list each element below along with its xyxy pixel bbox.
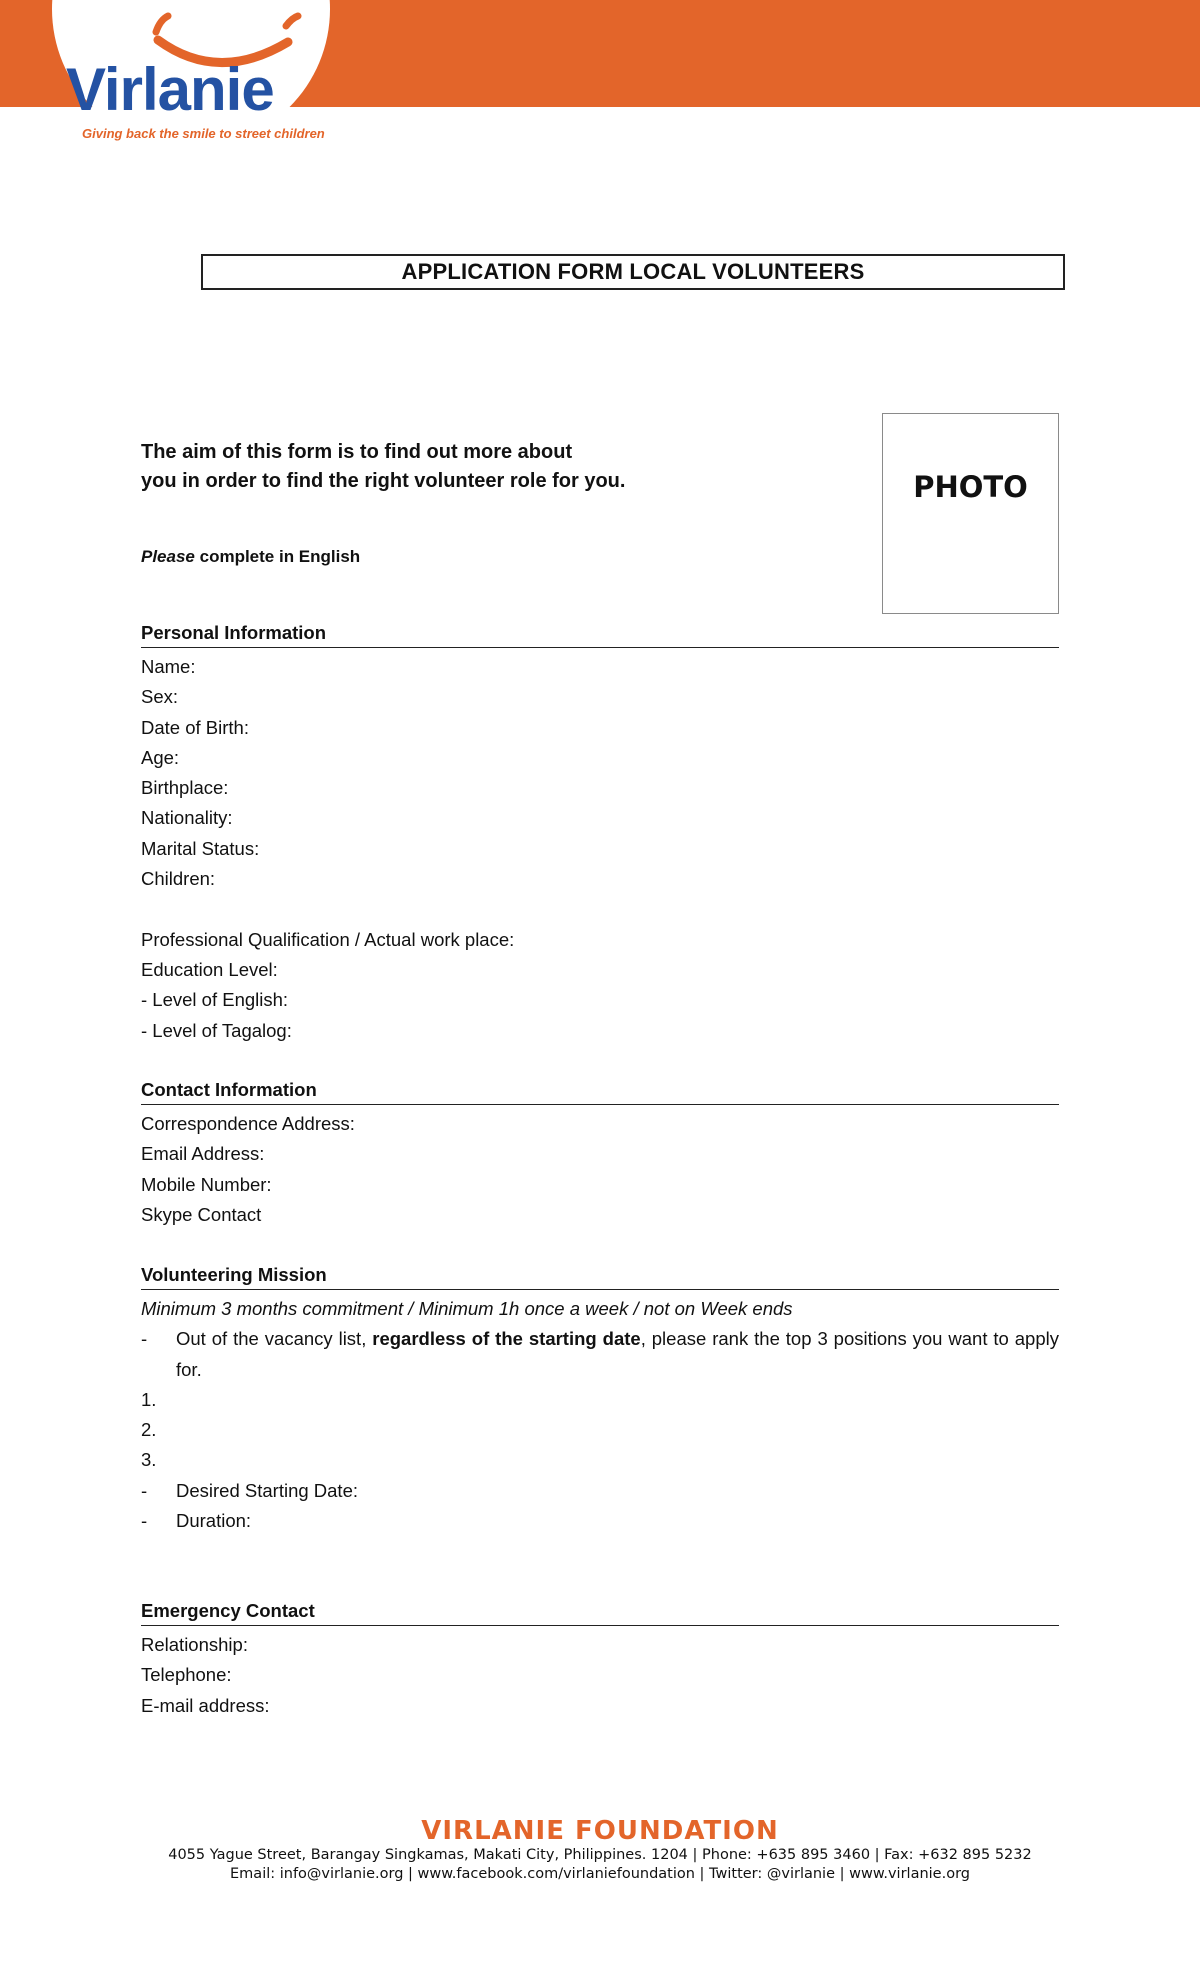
- field-marital-status[interactable]: Marital Status:: [141, 837, 260, 859]
- photo-placeholder[interactable]: [882, 413, 1059, 614]
- bullet-dash: -: [141, 1328, 148, 1350]
- section-heading-personal: Personal Information: [141, 620, 1059, 648]
- logo-wordmark: Virlanie: [66, 56, 274, 123]
- rank-3-field[interactable]: 3.: [141, 1449, 157, 1471]
- field-children[interactable]: Children:: [141, 868, 216, 890]
- section-heading-emergency: Emergency Contact: [141, 1598, 1059, 1626]
- logo-tagline: Giving back the smile to street children: [82, 126, 325, 141]
- field-date-of-birth[interactable]: Date of Birth:: [141, 716, 249, 738]
- bullet-dash: -: [141, 1479, 148, 1501]
- form-title: APPLICATION FORM LOCAL VOLUNTEERS: [201, 254, 1065, 290]
- please-emphasis: Please: [141, 547, 195, 566]
- field-skype-contact[interactable]: Skype Contact: [141, 1203, 262, 1225]
- footer-title: VIRLANIE FOUNDATION: [421, 1816, 779, 1846]
- rank-instruction-text: [176, 1324, 1059, 1385]
- field-age[interactable]: Age:: [141, 746, 180, 768]
- footer: [140, 1816, 1060, 1884]
- desired-start-label: Desired Starting Date:: [176, 1479, 359, 1501]
- commitment-note: Minimum 3 months commitment / Minimum 1h once a week / not on Week ends: [141, 1298, 793, 1319]
- field-mobile-number[interactable]: Mobile Number:: [141, 1173, 272, 1195]
- rank-1-field[interactable]: 1.: [141, 1388, 157, 1410]
- field-sex[interactable]: Sex:: [141, 686, 179, 708]
- field-correspondence-address[interactable]: Correspondence Address:: [141, 1113, 355, 1134]
- field-duration[interactable]: [141, 1506, 1059, 1536]
- photo-label: PHOTO: [913, 470, 1028, 504]
- personal-information-section: [141, 620, 1059, 1046]
- field-professional-qualification[interactable]: Professional Qualification / Actual work place:: [141, 928, 515, 950]
- field-email-address[interactable]: Email Address:: [141, 1143, 265, 1165]
- field-relationship[interactable]: Relationship:: [141, 1634, 248, 1655]
- section-heading-mission: Volunteering Mission: [141, 1262, 1059, 1290]
- rank-text-bold: regardless of the starting date: [372, 1328, 641, 1350]
- field-level-of-tagalog[interactable]: - Level of Tagalog:: [141, 1019, 292, 1041]
- intro-line-1: The aim of this form is to find out more about: [141, 441, 573, 463]
- field-emergency-email[interactable]: E-mail address:: [141, 1694, 270, 1716]
- field-telephone[interactable]: Telephone:: [141, 1664, 232, 1686]
- field-desired-starting-date[interactable]: [141, 1476, 1059, 1506]
- rank-2-field[interactable]: 2.: [141, 1419, 157, 1441]
- footer-contacts: Email: info@virlanie.org | www.facebook.com/virlaniefoundation | Twitter: @virlanie | www.virlanie.org: [230, 1866, 970, 1882]
- footer-address: 4055 Yague Street, Barangay Singkamas, Makati City, Philippines. 1204 | Phone: +635 895 3460 | Fax: +632 895 5232: [168, 1847, 1032, 1863]
- spacer: [141, 894, 1059, 924]
- intro-text: [141, 438, 701, 496]
- section-heading-contact: Contact Information: [141, 1077, 1059, 1105]
- field-nationality[interactable]: Nationality:: [141, 807, 233, 829]
- intro-line-2: you in order to find the right volunteer role for you.: [141, 470, 626, 492]
- please-rest: complete in English: [194, 547, 361, 566]
- field-birthplace[interactable]: Birthplace:: [141, 777, 229, 799]
- field-level-of-english[interactable]: - Level of English:: [141, 989, 289, 1011]
- field-education-level[interactable]: Education Level:: [141, 958, 278, 980]
- rank-text-pre: Out of the vacancy list,: [176, 1328, 373, 1350]
- contact-information-section: [141, 1077, 1059, 1230]
- field-name[interactable]: Name:: [141, 656, 196, 677]
- duration-label: Duration:: [176, 1510, 252, 1532]
- language-instruction: [141, 547, 360, 567]
- bullet-dash: -: [141, 1510, 148, 1532]
- rank-instruction: [141, 1324, 1059, 1385]
- rank-text-post: , please rank the top 3 positions you want to apply for.: [176, 1328, 1059, 1380]
- volunteering-mission-section: [141, 1262, 1059, 1536]
- emergency-contact-section: [141, 1598, 1059, 1721]
